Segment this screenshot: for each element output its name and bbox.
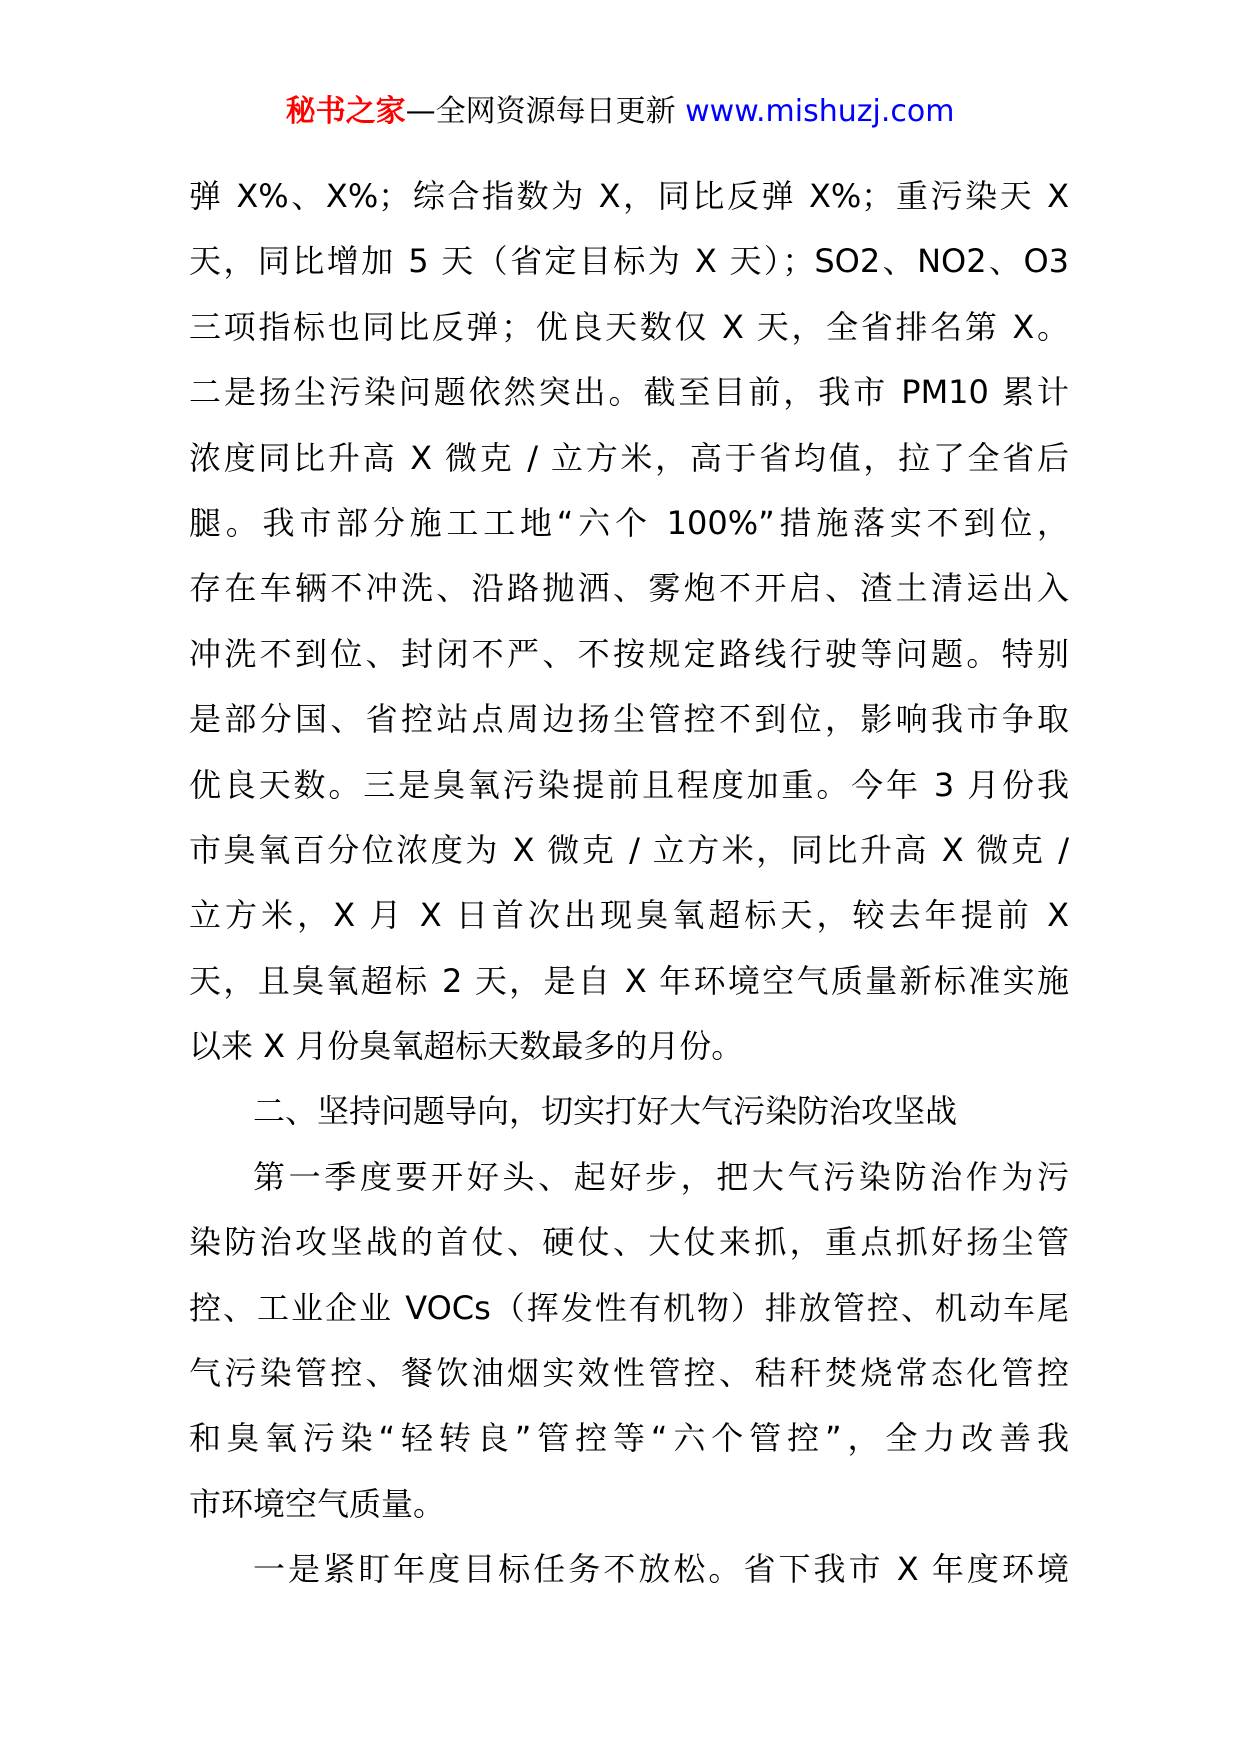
- body-line: 市臭氧百分位浓度为 X 微克 / 立方米，同比升高 X 微克 /: [189, 830, 1069, 869]
- body-line: 弹 X%、X%；综合指数为 X，同比反弹 X%；重污染天 X: [189, 177, 1069, 215]
- body-line: 优良天数。三是臭氧污染提前且程度加重。今年 3 月份我: [189, 765, 1069, 804]
- body-line: 立方米，X 月 X 日首次出现臭氧超标天，较去年提前 X: [189, 896, 1069, 935]
- body-line: 是部分国、省控站点周边扬尘管控不到位，影响我市争取: [189, 700, 1069, 739]
- header-brand: 秘书之家: [285, 94, 406, 129]
- body-line: 控、工业企业 VOCs（挥发性有机物）排放管控、机动车尾: [189, 1288, 1069, 1327]
- body-line: 天，且臭氧超标 2 天，是自 X 年环境空气质量新标准实施: [189, 961, 1069, 1000]
- body-line: 染防治攻坚战的首仗、硬仗、大仗来抓，重点抓好扬尘管: [189, 1223, 1069, 1262]
- section-heading: 二、坚持问题导向，切实打好大气污染防治攻坚战: [253, 1092, 958, 1131]
- body-line: 二是扬尘污染问题依然突出。截至目前，我市 PM10 累计: [189, 373, 1069, 412]
- body-line: 存在车辆不冲洗、沿路抛洒、雾炮不开启、渣土清运出入: [189, 569, 1069, 608]
- body-line: 一是紧盯年度目标任务不放松。省下我市 X 年度环境: [253, 1550, 1069, 1589]
- body-line: 浓度同比升高 X 微克 / 立方米，高于省均值，拉了全省后: [189, 438, 1069, 477]
- header-tagline: —全网资源每日更新: [405, 94, 676, 129]
- body-line: 冲洗不到位、封闭不严、不按规定路线行驶等问题。特别: [189, 634, 1069, 673]
- body-line: 天，同比增加 5 天（省定目标为 X 天）；SO2、NO2、O3: [189, 242, 1069, 281]
- body-line: 和臭氧污染“轻转良”管控等“六个管控”，全力改善我: [189, 1419, 1069, 1458]
- body-line: 第一季度要开好头、起好步，把大气污染防治作为污: [253, 1157, 1069, 1196]
- body-line: 三项指标也同比反弹；优良天数仅 X 天，全省排名第 X。: [189, 307, 1069, 346]
- body-line: 市环境空气质量。: [189, 1484, 446, 1523]
- header-url-link[interactable]: www.mishuzj.com: [685, 94, 955, 129]
- page-header: [0, 92, 1240, 132]
- body-line: 气污染管控、餐饮油烟实效性管控、秸秆焚烧常态化管控: [189, 1354, 1069, 1393]
- body-line: 腿。我市部分施工工地“六个 100%”措施落实不到位，: [189, 503, 1069, 542]
- document-body: [189, 164, 1069, 1603]
- body-line: 以来 X 月份臭氧超标天数最多的月份。: [189, 1027, 744, 1066]
